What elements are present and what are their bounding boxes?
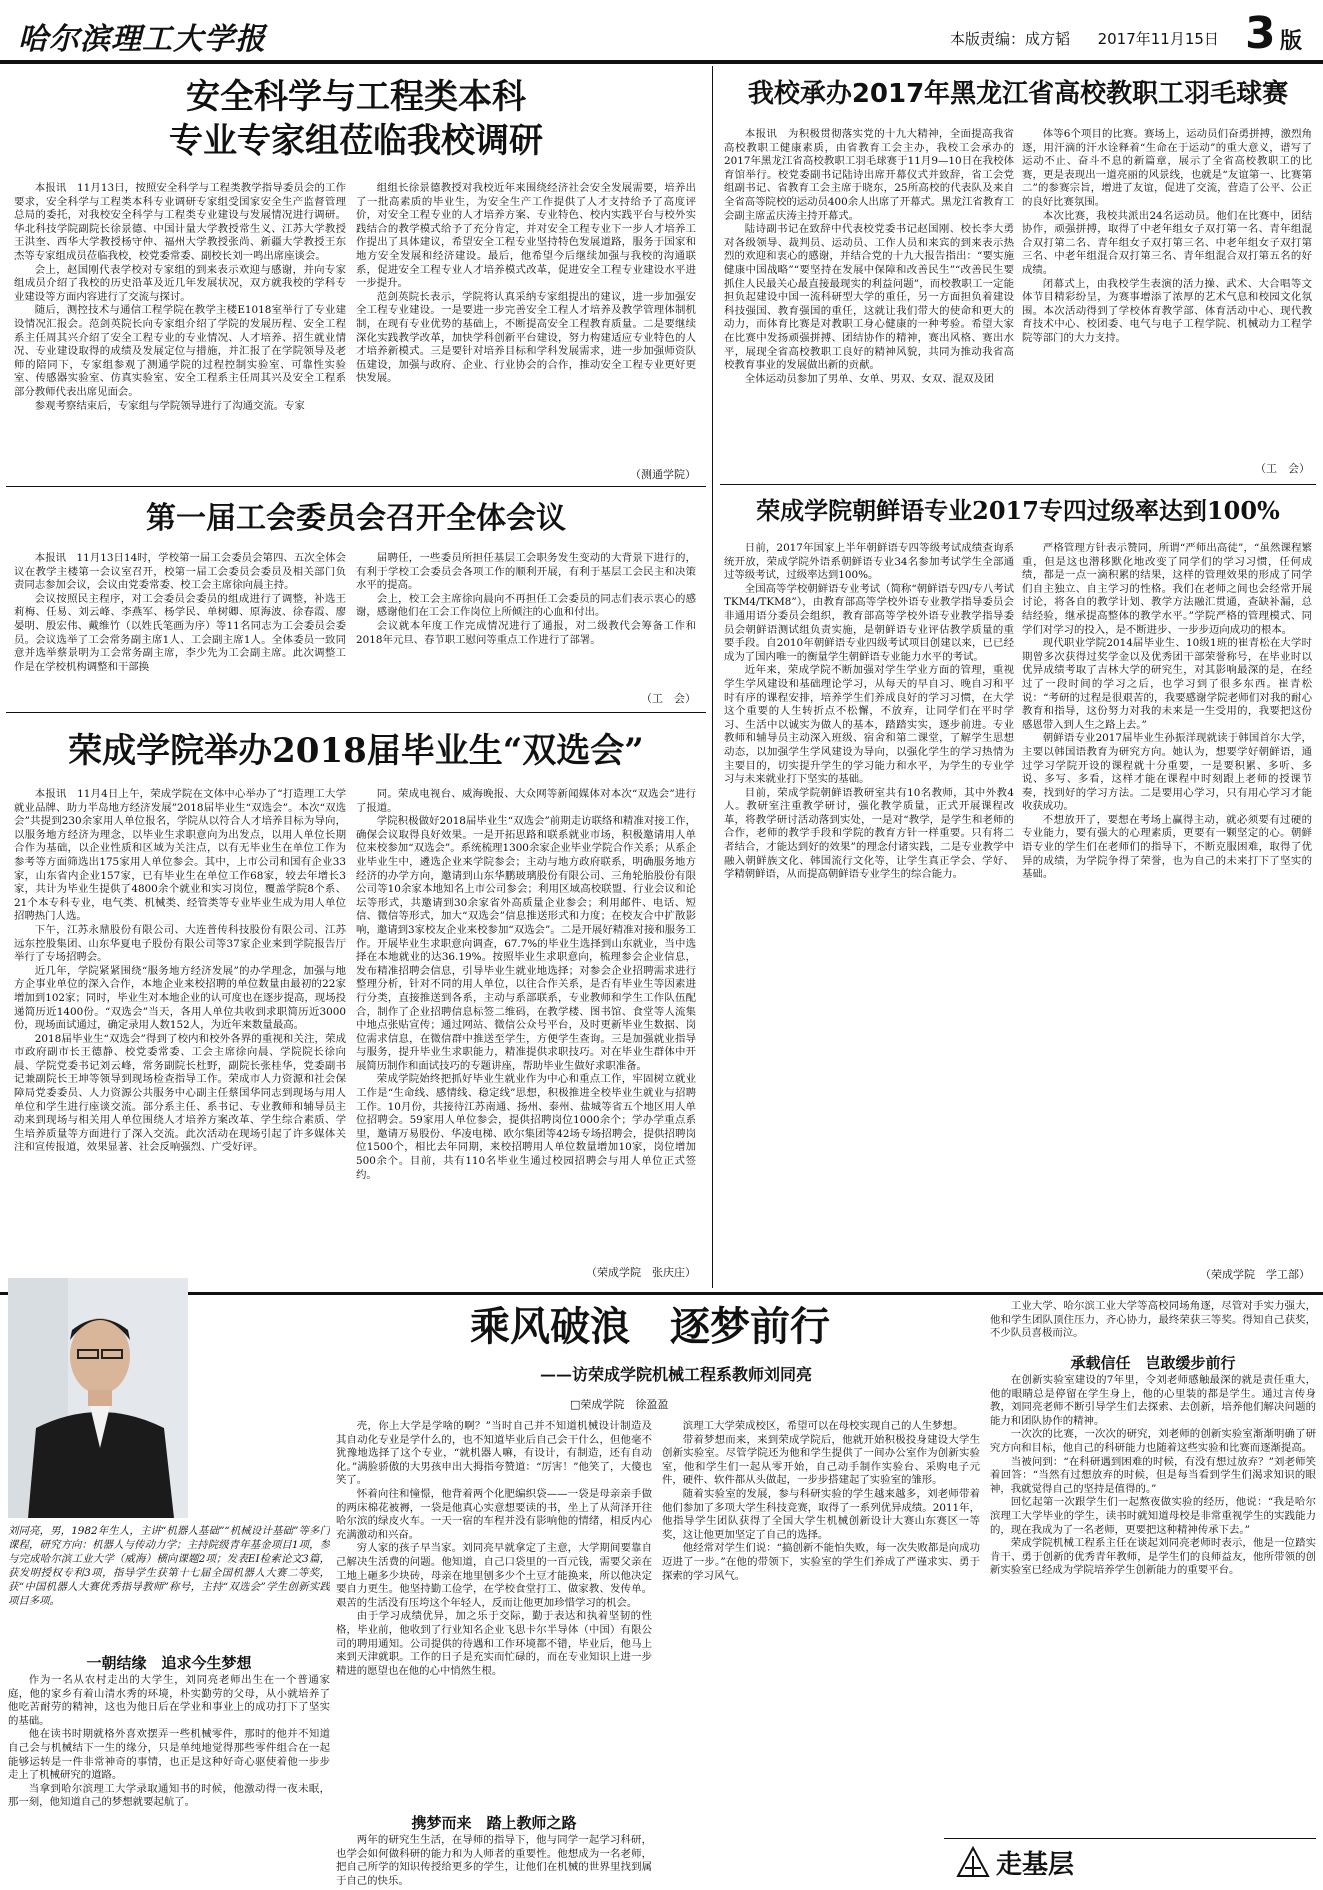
paragraph: 下午，江苏永鼎股份有限公司、大连普传科技股份有限公司、江苏远东控股集团、山东华夏电子股份有限公司等37家企业来到学院报告厅举行了专场招聘会。 <box>14 923 346 964</box>
paragraph: 目前，荣成学院朝鲜语教研室共有10名教师，其中外教4人。教研室注重教学研讨，强化教学质量，正式开展课程改革，将教学研讨活动落到实处，一是对“教学，是学生和老师的合作，老师的教学手段和学院的教育方针一样重要。只有将二者结合，才能达到好的效果”的理念付诸实践，二是专业教学中融入朝鲜族文化、韩国流行文化等，让学生真正学会、学好、学精朝鲜语，从而提高朝鲜语专业学生的综合能力。 <box>724 786 1014 881</box>
paper-name: 哈尔滨理工大学报 <box>18 22 266 57</box>
paragraph: 参观考察结束后，专家组与学院领导进行了沟通交流。专家 <box>34 399 305 412</box>
article-survey <box>6 70 706 484</box>
paragraph: 由于学习成绩优异，加之乐于交际，勤于表达和执着坚韧的性格，毕业前，他收到了行业知名企业飞思卡尔半导体（中国）有限公司的聘用通知。公司提供的待遇和工作环境都不错，毕业后，他马上来到天津就职。工作的日子是充实而忙碌的，而在专业知识上进一步精进的愿望也在他的心中悄然生根。 <box>336 1610 652 1677</box>
divider <box>6 712 706 713</box>
paragraph: 两年的研究生生活，在导师的指导下，他与同学一起学习科研，也学会如何做科研的能力和为人师者的重要性。他想成为一名老师，把自己所学的知识传授给更多的学生，让他们在机械的世界里找到属于自己的快乐。 <box>336 1834 652 1887</box>
paragraph: 现代职业学院2014届毕业生、10级1班的崔青松在大学时期曾多次获得过奖学金以及优秀团干部荣誉称号，在毕业时以优异成绩考取了吉林大学的研究生，对其影响最深的是，在经过了一段时间的学习之后，也学习到了很多东西。崔青松说：“考研的过程是很艰苦的，我要感谢学院老师们对我的耐心教育和指导，这份努力对我的未来是一生受用的，我要把这份感恩带入到人生之路上去。” <box>1022 637 1312 731</box>
paragraph: 本报讯 11月13日14时，学校第一届工会委员会第四、五次全体会议在教学主楼第一会议室召开，校第一届工会委员会委员及相关部门负责同志参加会议，会议由党委常委、校工会主席徐向晨主持。 <box>14 552 346 592</box>
badminton-byline: （工 会） <box>1255 462 1310 475</box>
paragraph: 严格管理方针表示赞同，所谓“严师出高徒”，“虽然课程繁重，但是这也潜移默化地改变了同学们的学习习惯，任何成绩，都是一点一滴积累的结果，这样的管理效果的形成了同学们自主独立、自主学习的性格。我们在老师之间也会经常开展讨论，将各自的教学计划、教学方法融汇贯通，查缺补漏，总结经验，继承提高整体的教学水平。”学院严格的管理模式、同学们对学习的投入，是不断进步、一步步迈向成功的根本。 <box>1022 542 1312 636</box>
paragraph: 组组长徐景德教授对我校近年来围绕经济社会安全发展需要，培养出了一批高素质的毕业生，为安全生产工作提供了人才支持给予了高度评价，对安全工程专业的人才培养方案、专业特色、校内实践平台与校外实践结合的教学模式给予了充分肯定，并对安全工程专业下一步人才培养工作提出了具体建议，希望安全工程专业坚持特色发展道路，服务于国家和地方安全发展和经济建设。最后，他希望今后继续加强与我校的沟通联系，促进安全工程专业人才培养模式改革，促进安全工程专业建设水平进一步提升。 <box>356 182 696 290</box>
feature-col-d-top <box>990 1300 1316 1348</box>
paragraph: 怀着向往和憧憬，他背着两个化肥编织袋——一袋是母亲亲手做的两床棉花被褥，一袋是他真心实意想要读的书，坐上了从菏泽开往哈尔滨的绿皮火车。一天一宿的车程并没有影响他的情绪，相反内心充满激动和兴奋。 <box>336 1487 652 1541</box>
masthead-info <box>950 28 1219 49</box>
paragraph: 不想放开了，要想在考场上赢得主动，就必须要有过硬的专业能力，要有强大的心理素质，更要有一颗坚定的心。朝鲜语专业的学生们在老师们的指导下，不断克服困难，取得了优异的成绩，为学院争得了荣誉，也为自己的未来打下了坚实的基础。 <box>1022 813 1312 881</box>
paragraph: 范剑英院长表示，学院将认真采纳专家组提出的建议，进一步加强安全工程专业建设。一是要进一步完善安全工程人才培养及教学管理体制机制，在现有专业优势的基础上，不断提高安全工程教育质量。二是要继续深化实践教学改革，加快学科创新平台建设，努力构建适应专业特色的人才培养新模式。三是要针对培养目标和学科发展需求，进一步加强师资队伍建设，加强与政府、企业、行业协会的合作，推动安全工程专业更好更快发展。 <box>356 290 696 385</box>
badminton-col-2 <box>1022 128 1312 458</box>
paragraph: 随后，测控技术与通信工程学院在教学主楼E1018室举行了专业建设情况汇报会。范剑英院长向专家组介绍了学院的发展历程、安全工程系主任周其兴介绍了安全工程专业的专业情况、人才培养、招生就业情况、专业建设取得的成绩及发展定位与措施，并汇报了在学院领导及老师的陪同下，专家组参观了测通学院的过程控制实验室、可靠性实验室、传感器实验室、仿真实验室、安全工程系主任周其兴及安全工程系部分教师代表出席见面会。 <box>14 304 346 398</box>
paragraph: 陆诗副书记在致辞中代表校党委书记赵国刚、校长李大勇对各级领导、裁判员、运动员、工作人员和来宾的到来表示热烈的欢迎和衷心的感谢，并结合党的十九大报告指出：“要实施健康中国战略”“要坚持在发展中保障和改善民生”“改善民生要抓住人民最关心最直接最现实的利益问题”，而校教职工一定能担负起建设中国一流科研型大学的重任，另一方面担负着建设科技强国、教育强国的重任，这就让我们带大的使命和更大的动力，而体育比赛是对教职工身心健康的一种考验。希望大家在比赛中发扬顽强拼搏、团结协作的精神，赛出风格、赛出水平，展现全省高校教职工良好的精神风貌，共同为推动我省高校教育事业的发展做出新的贡献。 <box>724 223 1014 372</box>
paragraph: 会上，赵国刚代表学校对专家组的到来表示欢迎与感谢，并向专家组成员介绍了我校的历史沿革及近几年发展状况，双方就我校的学科专业建设等方面内容进行了交流与探讨。 <box>14 263 346 303</box>
portrait-image <box>8 1278 188 1518</box>
paragraph: 体等6个项目的比赛。赛场上，运动员们奋勇拼搏，激烈角逐，用汗滴的汗水诠释着“生命在于运动”的重大意义，谱写了运动不止、奋斗不息的新篇章，展示了全省高校教职工的比赛，更是表现出一道亮丽的风景线，也就是“友谊第一、比赛第二”的参赛宗旨，增进了友谊，促进了交流，营造了公平、公正的良好比赛氛围。 <box>1022 128 1312 208</box>
page-label: 版 <box>1280 29 1303 54</box>
paragraph: 作为一名从农村走出的大学生，刘同亮老师出生在一个普通家庭，他的家乡有着山清水秀的环境，朴实勤劳的父母，从小就培养了他吃苦耐劳的精神，这也为他日后在学业和事业上的成功打下了坚实的基础。 <box>8 1674 330 1727</box>
paragraph: 在创新实验室建设的7年里，令刘老师感触最深的就是责任重大，他的眼睛总是停留在学生身上，他的心里装的都是学生。通过言传身教，刘同亮老师不断引导学生们去探索、去创新，培养他们解决问题的能力和团队协作的精神。 <box>990 1374 1316 1427</box>
article-korean <box>720 488 1316 1288</box>
feature-subheadline: ——访荣成学院机械工程系教师刘同亮 <box>540 1365 813 1384</box>
paragraph: 全国高等学校朝鲜语专业考试（简称“朝鲜语专四/专八考试TKM4/TKM8”），由教育部高等学校外语专业教学指导委员会非通用语分委员会组织，教育部高等学校外语专业教学指导委员会朝鲜语测试组负责实施，是朝鲜语专业评估教学质量的重要手段。自2010年朝鲜语专业四级考试项目创建以来，已已经成为了国内唯一的衡量学生朝鲜语专业能力水平的考试。 <box>724 582 1014 663</box>
feature-col-left <box>8 1674 330 1886</box>
paragraph: 随着实验室的发展，参与科研实验的学生越来越多，刘老师带着他们参加了多项大学生科技竞赛，取得了一系列优异成绩。2011年，他指导学生团队获得了全国大学生机械创新设计大赛山东赛区一等奖，这让他更加坚定了自己的选择。 <box>662 1487 980 1541</box>
paragraph: 日前，2017年国家上半年朝鲜语专四等级考试成绩查询系统开放，荣成学院外语系朝鲜语专业34名参加考试学生全部通过等级考试，过级率达到100%。 <box>724 542 1014 582</box>
union-headline: 第一届工会委员会召开全体会议 <box>146 501 566 536</box>
jobfair-col-1 <box>14 788 346 1282</box>
korean-headline: 荣成学院朝鲜语专业2017专四过级率达到100% <box>756 496 1280 525</box>
survey-headline-1: 安全科学与工程类本科 <box>186 77 526 117</box>
union-col-1 <box>14 552 346 708</box>
paragraph: 滨理工大学荣成校区，希望可以在母校实现自己的人生梦想。 <box>682 1420 964 1432</box>
paragraph: 会议就本年度工作完成情况进行了通报，对二级教代会筹备工作和2018年元旦、春节职工慰问等重点工作进行了部署。 <box>356 619 696 646</box>
paragraph: 他在读书时期就格外喜欢摆弄一些机械零件，那时的他并不知道自己会与机械结下一生的缘分，只是单纯地觉得那些零件组合在一起能够运转是一件非常神奇的事情，也正是这种好奇心驱使着他一步步走上了机械研究的道路。 <box>8 1728 330 1782</box>
korean-col-2 <box>1022 542 1312 1264</box>
paragraph: 届聘任，一些委员所担任基层工会职务发生变动的大背景下进行的，有利于学校工会委员会各项工作的顺利开展，有利于基层工会民主和决策水平的提高。 <box>356 552 696 592</box>
paragraph: 当拿到哈尔滨理工大学录取通知书的时候，他激动得一夜未眠，那一刻，他知道自己的梦想就要起航了。 <box>8 1782 330 1809</box>
feature-col-b <box>336 1834 652 1888</box>
section-footer <box>944 1838 1316 1884</box>
paragraph: 他经常对学生们说：“搞创新不能怕失败，每一次失败都是向成功迈进了一步。”在他的带领下，实验室的学生们养成了严谨求实、勇于探索的学习风气。 <box>662 1542 980 1582</box>
paragraph: 2018届毕业生“双选会”得到了校内和校外各界的重视和关注，荣成市政府副市长王德静、校党委常委、工会主席徐向晨、学院院长徐向晨、学院党委书记刘云峰，常务副院长杜野，副院长张桂华，党委副书记兼副院长王坤等领导到现场检查指导工作。荣成市人力资源和社会保障局党委委员、人力资源公共服务中心副主任蔡国华同志到现场与用人单位和学生进行座谈交流。部分系主任、系书记、专业教师和辅导员主动来到现场与相关用人单位围绕人才培养方案改革、学生综合素质、学生培养质量等方面进行了深入交流。此次活动在现场引起了许多媒体关注和宣传报道，效果显著、社会反响强烈、广受好评。 <box>14 1032 346 1154</box>
korean-col-1 <box>724 542 1014 1284</box>
paragraph: 一次次的比赛，一次次的研究，刘老师的创新实验室渐渐明确了研究方向和目标，他自己的科研能力也随着这些实验和比赛而逐渐提高。 <box>990 1428 1316 1454</box>
article-union <box>6 490 706 710</box>
paragraph: 本报讯 11月13日，按照安全科学与工程类教学指导委员会的工作要求，安全科学与工程类本科专业调研专家组受国家安全生产监督管理总局的委托，对我校安全科学与工程类专业建设与发展情况进行调研。华北科技学院副院长徐景德、中国计量大学教授常生义、江苏大学教授王洪奎、西华大学教授杨守仲、福州大学教授张尚、新疆大学教授王东杰等专家组成员莅临我校，校党委常委、副校长刘一鸣出席座谈会。 <box>14 182 346 262</box>
paragraph: 近年来，荣成学院不断加强对学生学业方面的管理，重视学生学风建设和基础理论学习，从每天的早自习、晚自习和平时有序的课程安排，培养学生们养成良好的学习习惯，在大学这个重要的人生转折点不松懈，不放弃，让同学们在平时学习、生活中以诚实为做人的基本，踏踏实实，逐步前进。专业教师和辅导员主动深入班级、宿舍和第二课堂，了解学生思想动态，以加强学生学风建设为导向，以强化学生的学习热情为主要目的，切实提升学生的学习能力和水平，为学生的专业学习与未来就业打下坚实的基础。 <box>724 664 1014 786</box>
jobfair-col-2 <box>356 788 696 1262</box>
paragraph: 工业大学、哈尔滨工业大学等高校同场角逐，尽管对手实力强大，他和学生团队顶住压力，齐心协力，最终荣获三等奖。得知自己获奖，不少队员喜极而泣。 <box>990 1300 1316 1340</box>
paragraph: 本报讯 为积极贯彻落实党的十九大精神，全面提高我省高校教职工健康素质，由省教育工会主办，我校工会承办的2017年黑龙江省高校教职工羽毛球赛于11月9—10日在我校体育馆举行。校党委副书记陆诗出席开幕仪式并致辞，省工会党组副书记、省教育工会主席于晓东，25所高校的代表队及来自全省高等院校的运动员400余人出席了开幕式。黑龙江省教育工会副主席孟庆涛主持开幕式。 <box>724 128 1014 222</box>
paragraph: 全体运动员参加了男单、女单、男双、女双、混双及团 <box>744 372 995 385</box>
article-jobfair <box>6 716 706 1286</box>
jobfair-byline: （荣成学院 张庆庄） <box>586 1266 696 1279</box>
feature-subtitle-2: 携梦而来 踏上教师之路 <box>411 1814 577 1832</box>
feature-headline: 乘风破浪 逐梦前行 <box>470 1303 830 1350</box>
feature-author: □荣成学院 徐盈盈 <box>570 1398 669 1411</box>
jobfair-headline: 荣成学院举办2018届毕业生“双选会” <box>68 731 644 771</box>
feature-col-a <box>336 1420 652 1806</box>
feature-col-c <box>662 1420 980 1886</box>
korean-byline: （荣成学院 学工部） <box>1200 1268 1310 1281</box>
paragraph: 本次比赛，我校共派出24名运动员。他们在比赛中，团结协作，顽强拼搏，取得了中老年组女子双打第一名、青年组混合双打第二名、青年组女子双打第三名、中老年组女子双打第三名、中老年组混合双打第三名、青年组混合双打第五名的好成绩。 <box>1022 209 1312 276</box>
divider <box>6 486 706 487</box>
survey-col-1 <box>14 182 346 480</box>
section-emblem-icon <box>956 1846 990 1880</box>
paragraph: 荣成学院机械工程系主任在谈起刘同亮老师时表示，他是一位踏实肯干、勇于创新的优秀青年教师，是学生们的良师益友，他所带领的创新实验室已经成为学院培养学生创新能力的重要平台。 <box>990 1537 1316 1577</box>
survey-col-2 <box>356 182 696 466</box>
paragraph: 学院积极做好2018届毕业生“双选会”前期走访联络和精准对接工作，确保会议取得良好效果。一是开拓思路和联系就业市场，积极邀请用人单位来校参加“双选会”。系统梳理1300余家企业毕业学院合作关系；从系企业毕业生中，遴选企业来学院参会；主动与地方政府联系，明确服务地方经济的办学方向，邀请到山东华鹏玻璃股份有限公司、三角轮胎股份有限公司等10余家本地知名上市公司参会；利用区域高校联盟、行业会议和论坛等形式，共邀请到30余家省外高质量企业参会；利用邮件、电话、短信、微信等形式，加大“双选会”信息推送形式和力度；在校友合中扩散影响，邀请到3家校友企业来校参加“双选会”。二是开展好精准对接和服务工作。开展毕业生求职意向调查，67.7%的毕业生选择到山东就业，当中选择在本地就业的达36.19%。按照毕业生求职意向，梳理参会企业信息，发布精准招聘会信息，引导毕业生就业地选择；对参会企业招聘需求进行整理分析，针对不同的用人单位，以往合作关系，是否有毕业生等因素进行分类，直接推送到各系，主动与系部联系，专业教师和学生工作队伍配合，制作了企业招聘信息标签二维码，在教学楼、图书馆、食堂等人流集中地点张贴宣传；通过网站、微信公众号平台，及时更新毕业生数据、岗位需求信息，在微信群中推送至学生，方便学生查询。三是加强就业指导与服务，提升毕业生求职能力，精准提供求职技巧。对在毕业生群体中开展简历制作和面试技巧的专题讲座，帮助毕业生做好求职准备。 <box>356 815 696 1072</box>
column-divider <box>712 66 713 1288</box>
divider <box>944 1838 1316 1839</box>
paragraph: 当被问到：“在科研遇到困难的时候，有没有想过放弃？”刘老师笑着回答：“当然有过想放弃的时候，但是每当看到学生们渴求知识的眼神，我就觉得自己的坚持是值得的。” <box>990 1455 1316 1495</box>
paragraph: 闭幕式上，由我校学生表演的活力操、武术、大合唱等文体节目精彩纷呈，为赛事增添了浓厚的艺术气息和校园文化氛围。本次活动得到了学校体育教学部、体育活动中心、现代教育技术中心、校团委、电气与电子工程学院、机械动力工程学院等部门的大力支持。 <box>1022 277 1312 344</box>
paragraph: 会上，校工会主席徐向晨向不再担任工会委员的同志们表示衷心的感谢，感谢他们在工会工作岗位上所倾注的心血和付出。 <box>356 592 696 619</box>
paragraph: 朝鲜语专业2017届毕业生孙振洋现就读于韩国首尔大学，主要以韩国语教育为研究方向。她认为，想要学好朝鲜语，通过学习学院开设的课程就十分重要，一是要积累、多听、多说、多写、多看，这样才能在课程中时刻跟上老师的授课节奏，找到好的学习方法。二是要用心学习，只有用心学习才能收获成功。 <box>1022 732 1312 813</box>
paragraph: 同。荣成电视台、威海晚报、大众网等新闻媒体对本次“双选会”进行了报道。 <box>356 788 696 814</box>
paragraph: 回忆起第一次跟学生们一起熬夜做实验的经历，他说：“我是哈尔滨理工大学毕业的学生，读书时就知道母校是非常重视学生的实践能力的，现在我成为了一名老师，更要把这种精神传承下去。” <box>990 1496 1316 1536</box>
portrait-photo <box>8 1278 188 1518</box>
paragraph: 本报讯 11月4日上午，荣成学院在文体中心举办了“打造理工大学就业品牌、助力半岛地方经济发展”2018届毕业生“双选会”。本次“双选会”共提到230余家用人单位报名，学院从以符合人才培养目标为导向，以服务地方经济为理念，以毕业生求职意向为出发点，以用人单位长期合作为基础，以企业性质和区域为关注点，以有无毕业生在单位工作为参考等方面筛选出175家用人单位参会。其中，上市公司和国有企业33家，山东省内企业157家，已有毕业生在单位工作68家，较去年增长3家，共计为毕业生提供了4800余个就业和实习岗位，覆盖学院8个系、21个本专科专业，电气类、机械类、经管类等专业毕业生成为用人单位招聘热门人选。 <box>14 788 346 923</box>
paragraph: 壳，你上大学是学啥的啊？”当时自己并不知道机械设计制造及其自动化专业是学什么的，也不知道毕业后自己会干什么，但他毫不犹豫地选择了这个专业，“就机器人嘛，有设计，有制造，还有自动化。”满脸骄傲的大男孩申出大拇指夸赞道：“厉害！”他笑了，大傻也笑了。 <box>336 1420 652 1487</box>
badminton-headline: 我校承办2017年黑龙江省高校教职工羽毛球赛 <box>747 79 1289 109</box>
feature-subtitle-1: 一朝结缘 追求今生梦想 <box>86 1654 252 1672</box>
paragraph: 荣成学院始终把抓好毕业生就业作为中心和重点工作，牢固树立就业工作是“生命线、感情线、稳定线”思想，积极推进全校毕业生就业与招聘工作。10月份，共接待江苏南通、扬州、泰州、盐城等省五个地区用人单位招聘会。59家用人单位参会，提供招聘岗位1000余个；学办学重点系里，邀请万易股份、华凌电梯、欧尔集团等42场专场招聘会，提供招聘岗位1500个，相比去年同期，来校招聘用人单位数量增加10家，岗位增加500余个。目前，共有110名毕业生通过校园招聘会与用人单位正式签约。 <box>356 1073 696 1181</box>
feature-subtitle-3: 承载信任 岂敢缓步前行 <box>1070 1354 1236 1372</box>
page-number: 3 <box>1245 8 1276 59</box>
paragraph: 会议按照民主程序，对工会委员会委员的组成进行了调整，补选王莉梅、任易、刘云峰、李燕军、杨学民、单树卿、原海波、徐春霞、廖晏明、殷宏伟、戴维竹（以姓氏笔画为序）等11名同志为工会委员会委员。会议选举了工会常务副主席1人、工会副主席1人。全体委员一致同意并选举蔡景明为工会常务副主席，李少先为工会副主席。此次调整工作是在学校机构调整和干部换 <box>14 592 346 673</box>
divider <box>720 484 1316 485</box>
paragraph: 带着梦想而来，来到荣成学院后，他就开始积极投身建设大学生创新实验室。尽管学院还为他和学生提供了一间办公室作为创新实验室，他和学生们一起从零开始，自己动手制作实验台、采购电子元件，硬件、软件都从头做起，一步步搭建起了实验室的雏形。 <box>662 1433 980 1487</box>
masthead <box>0 0 1323 62</box>
feature-rule <box>0 1292 1323 1295</box>
paragraph: 穷人家的孩子早当家。刘同亮早就拿定了主意，大学期间要靠自己解决生活费的问题。他知道，自己口袋里的一百元钱，需要父亲在工地上砸多少块砖，母亲在地里刨多少个土豆才能换来，所以他决定要自力更生。他坚持勤工俭学，在学校食堂打工、做家教、发传单。艰苦的生活没有压垮这个年轻人，反而让他更加珍惜学习的机会。 <box>336 1542 652 1609</box>
feature-col-d <box>990 1374 1316 1834</box>
masthead-rule <box>0 60 1323 64</box>
section-label: 走基层 <box>996 1850 1075 1880</box>
article-badminton <box>720 70 1316 480</box>
photo-caption: 刘同亮，男，1982年生人，主讲“机器人基础”“机械设计基础”等多门课程，研究方向：机器人与传动力学；主持院级青年基金项目1项，参与完成哈尔滨工业大学（威海）横向课题2项；发表EI检索论文3篇，获发明授权专利3项，指导学生获第十七届全国机器人大赛二等奖，获“中国机器人大赛优秀指导教师”称号，主持“双选会”学生创新实践项目多项。 <box>8 1525 330 1607</box>
badminton-col-1 <box>724 128 1014 478</box>
paragraph: 近几年，学院紧紧围绕“服务地方经济发展”的办学理念，加强与地方企事业单位的深入合作，本地企业来校招聘的单位数量由最初的22家增加到102家；同时，毕业生对本地企业的认可度也在逐步提高，现场投递简历近1400份。“双选会”当天，各用人单位共收到求职简历近3000份，现场面试通过，确定录用人数152人，为近年来数量最高。 <box>14 964 346 1032</box>
issue-date: 2017年11月15日 <box>1097 30 1219 48</box>
union-col-2 <box>356 552 696 682</box>
survey-headline-2: 专业专家组莅临我校调研 <box>169 121 543 161</box>
union-byline: （工 会） <box>641 692 696 705</box>
editor: 本版责编：成方韬 <box>950 30 1071 48</box>
survey-byline: （测通学院） <box>630 468 696 481</box>
